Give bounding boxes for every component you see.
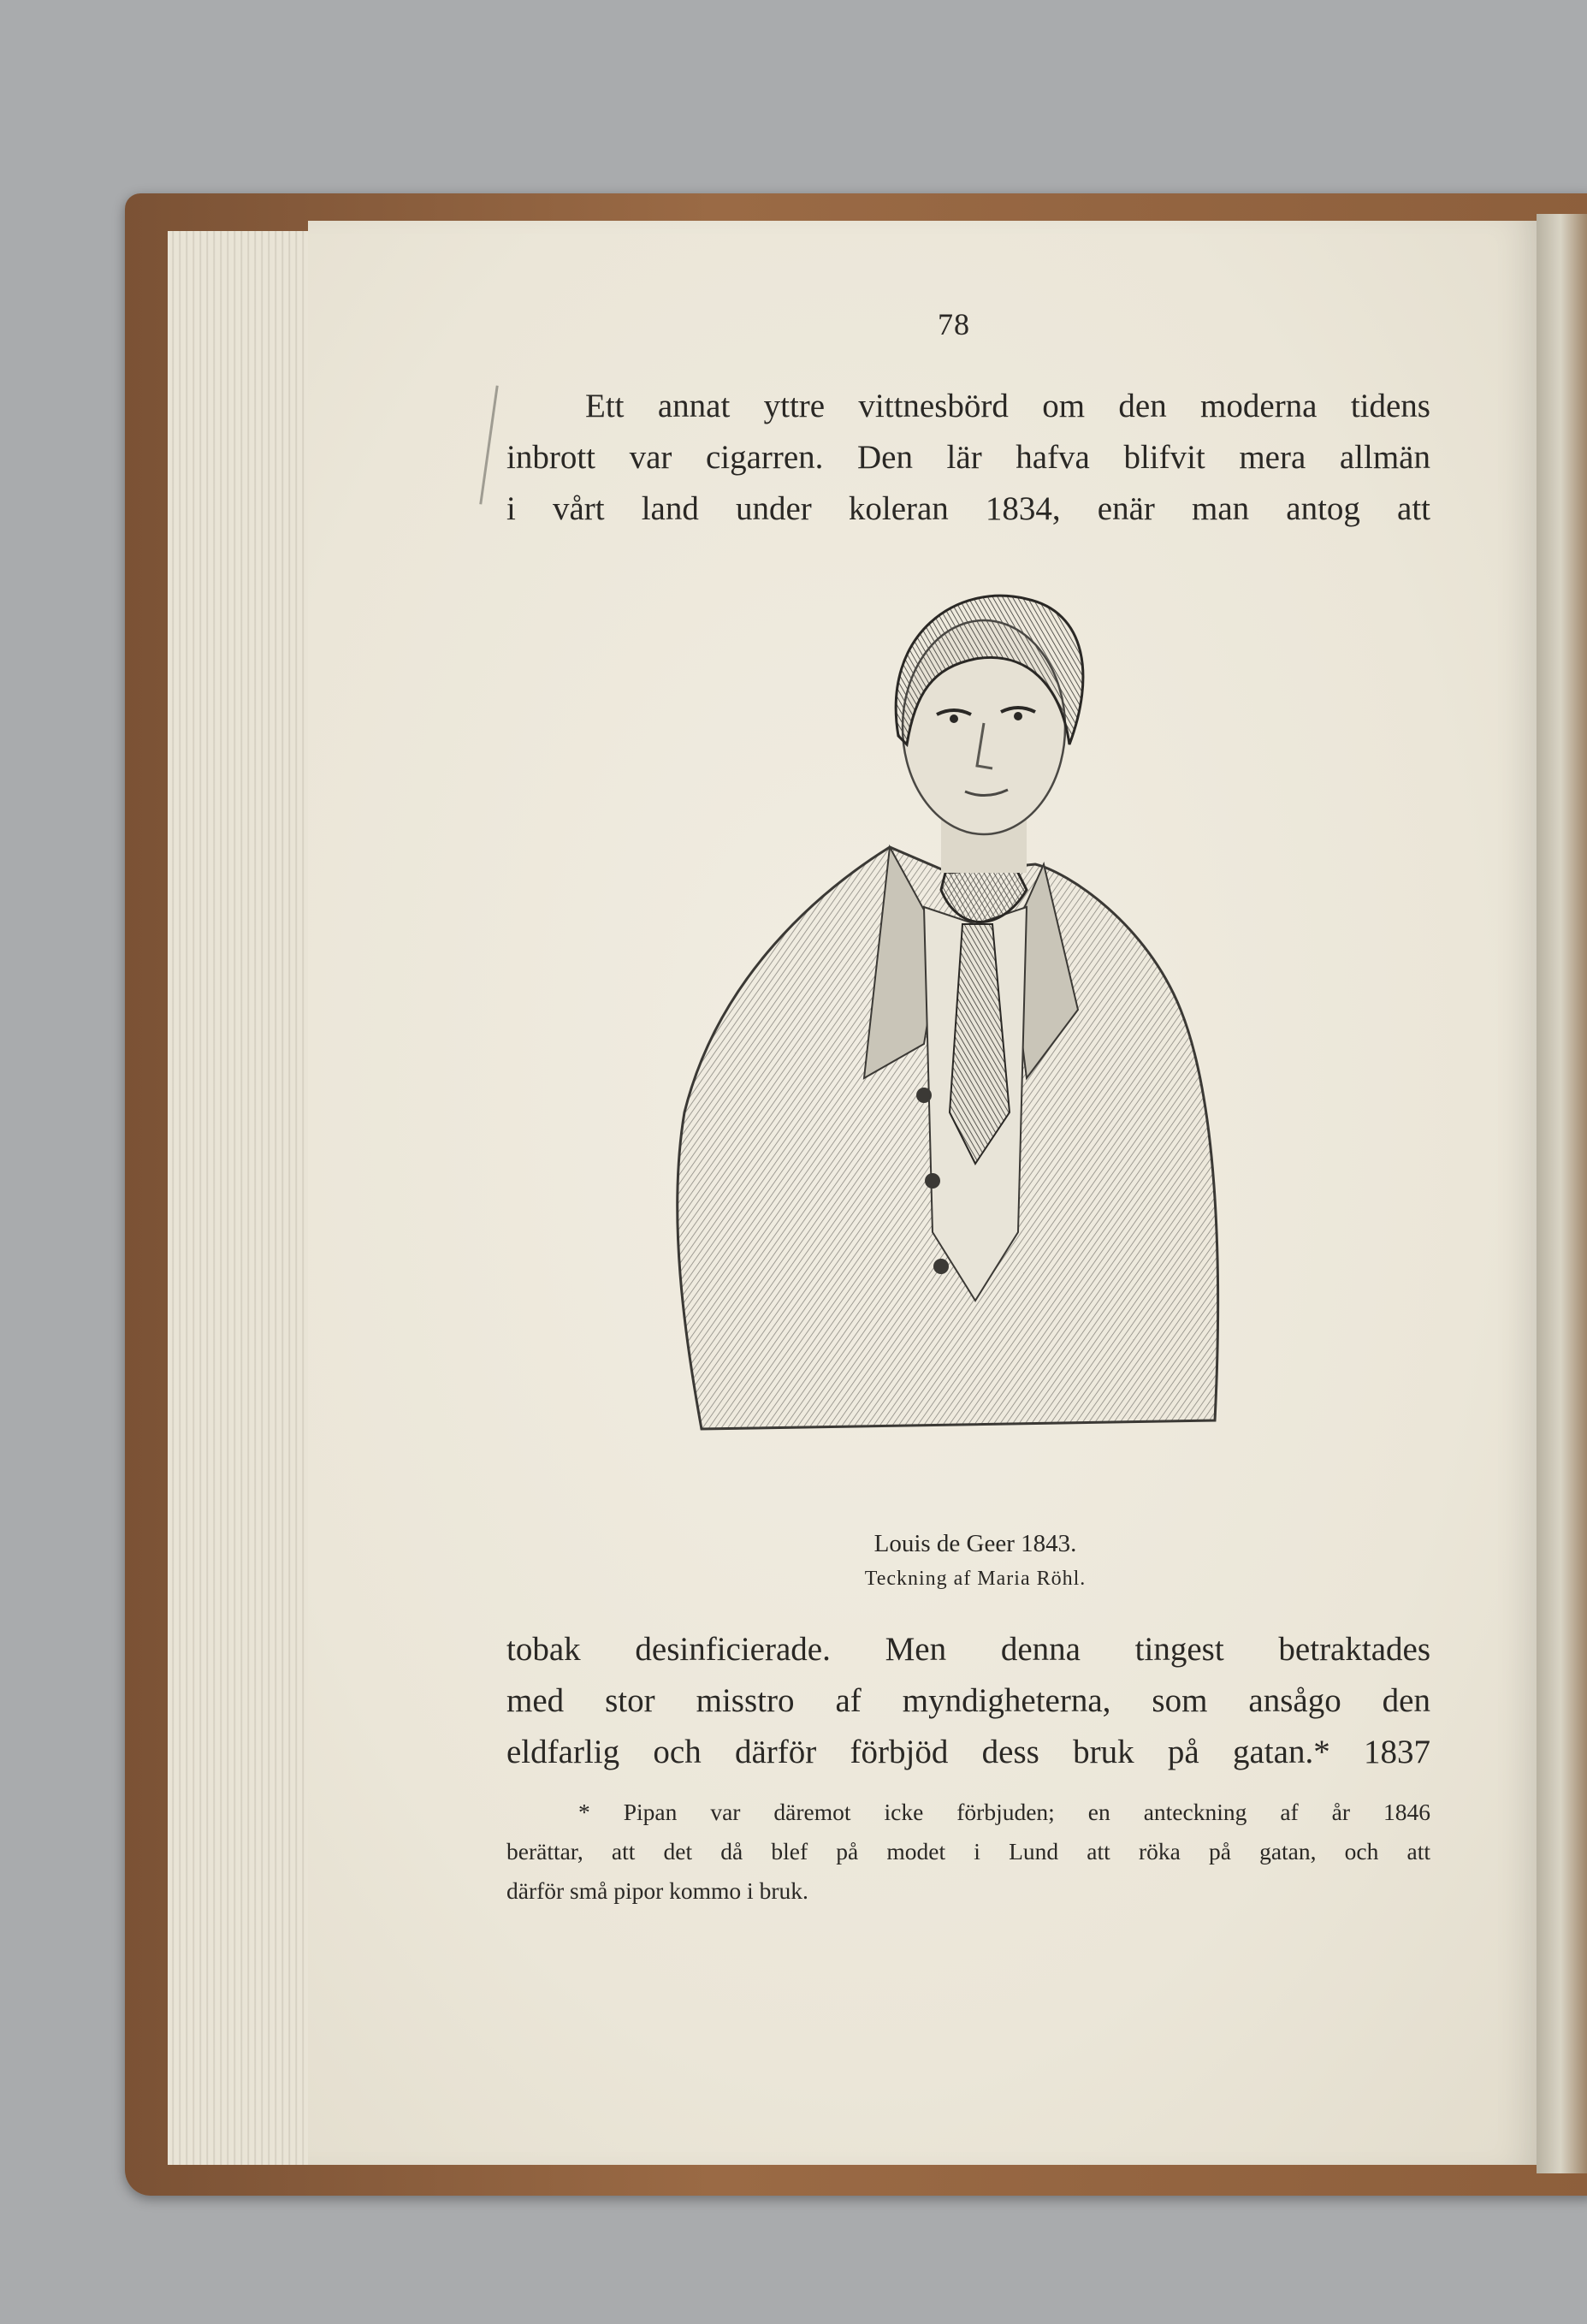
text-line: tobak desinficierade. Men denna tingest betraktades <box>506 1631 1430 1668</box>
figure-credit: Teckning af Maria Röhl. <box>864 1568 1087 1590</box>
footnote-line: därför små pipor kommo i bruk. <box>506 1877 808 1904</box>
text-line: inbrott var cigarren. Den lär hafva blifvit mera allmän <box>506 439 1430 476</box>
text-line: i vårt land under koleran 1834, enär man antog att <box>506 490 1430 527</box>
text-line: med stor misstro af myndigheterna, som ansågo den <box>506 1682 1430 1719</box>
book-gutter <box>1537 214 1587 2173</box>
page-number: 78 <box>938 307 970 341</box>
text-line: eldfarlig och därför förbjöd dess bruk på gatan.* 1837 <box>506 1734 1430 1770</box>
text-line: Ett annat yttre vittnesbörd om den moderna tidens <box>585 388 1430 424</box>
footnote-line: berättar, att det då blef på modet i Lund att röka på gatan, och att <box>506 1838 1430 1865</box>
page-edges <box>168 231 314 2165</box>
figure-caption: Louis de Geer 1843. <box>873 1530 1077 1557</box>
portrait-drawing <box>667 565 1266 1497</box>
footnote-line: * Pipan var däremot icke förbjuden; en anteckning af år 1846 <box>578 1799 1430 1825</box>
